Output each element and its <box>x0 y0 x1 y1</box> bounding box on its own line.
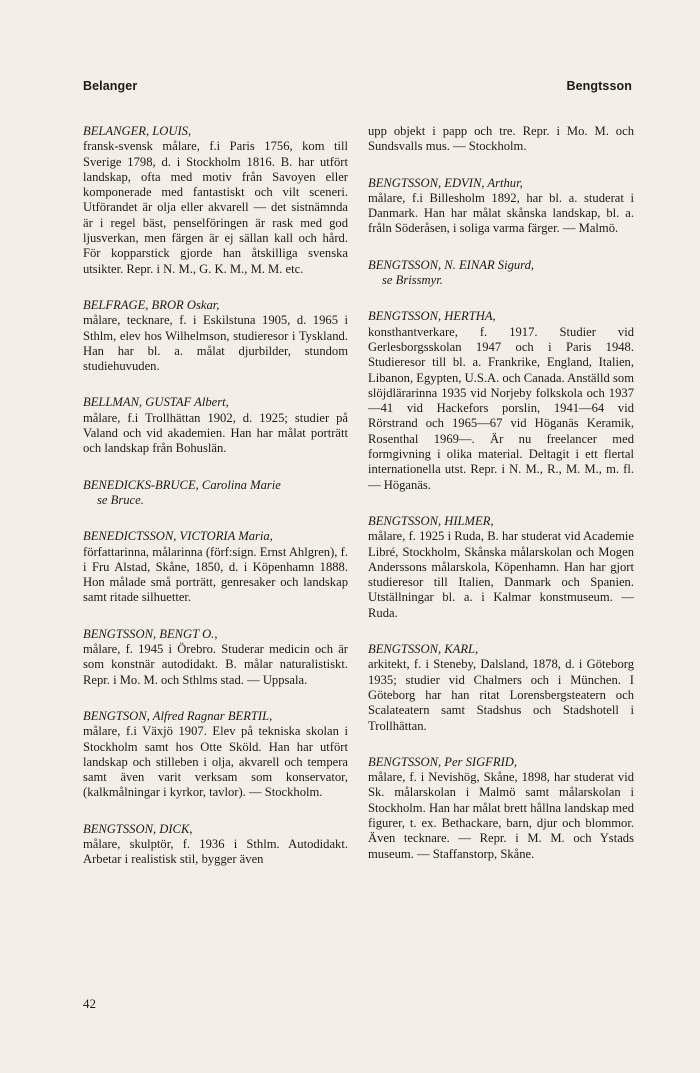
entry-name: BENEDICKS-BRUCE, Carolina Marie <box>83 477 281 492</box>
entry-body: målare, f.i Trollhättan 1902, d. 1925; studier på Valand och vid akademien. Han har målat porträtt och landskap från Bohuslän. <box>83 410 348 456</box>
entry-cross-reference: se Bruce. <box>97 492 144 507</box>
entry-name: BENGTSSON, BENGT O., <box>83 626 218 641</box>
entry-bengtsson-einar <box>368 258 634 289</box>
entry-bengtsson-bengt <box>83 627 348 688</box>
entry-name: BENGTSSON, DICK, <box>83 821 193 836</box>
entry-cross-reference: se Brissmyr. <box>382 273 443 288</box>
entry-name: BENGTSSON, KARL, <box>368 642 479 657</box>
entry-body: målare, f. 1925 i Ruda, B. har studerat vid Academie Libré, Stockholm, Skånska målarskolan och Mogen Anderssons målarskola, Köpenhamn. Han har gjort studieresor till Italien, Danmark och Spanien. Utställningar bl. a. i Kalmar konstmuseum. — Ruda. <box>368 529 634 620</box>
entry-body: målare, skulptör, f. 1936 i Sthlm. Autodidakt. Arbetar i realistisk stil, bygger även <box>83 836 348 867</box>
entry-bengtsson-karl <box>368 642 634 734</box>
left-column <box>83 124 348 889</box>
entry-continuation <box>368 124 634 155</box>
entry-body: konsthantverkare, f. 1917. Studier vid Gerlesborgsskolan 1947 och i Paris 1948. Studieresor till bl. a. Frankrike, England, Italien, Libanon, Egypten, U.S.A. och Canada. Anställd som slöjdlärarinna 1935 vid Norjeby folkskola och 1937—41 vid Hackefors porslin, 1941—64 vid Rörstrand och 1965—67 vid Höganäs Keramik, Rosenthal 1969—. Är nu freelancer med formgivning i olika material. Deltagit i ett flertal internationella utst. Repr. i N. M., R., M. M., m. fl. — Höganäs. <box>368 324 634 492</box>
entry-body: målare, f.i Växjö 1907. Elev på tekniska skolan i Stockholm samt hos Otte Sköld. Han har utfört landskap och stilleben i olja, akvarell och tempera samt även varit verksam som konservator, (kalkmålningar i kyrkor, tavlor). — Stockholm. <box>83 724 348 800</box>
entry-name: BENEDICTSSON, VICTORIA Maria, <box>83 529 273 544</box>
entry-body: författarinna, målarinna (förf:sign. Ernst Ahlgren), f. i Fru Alstad, Skåne, 1850, d. i Köpenhamn 1888. Hon målade små porträtt, genresaker och landskap samt ritade silhuetter. <box>83 544 348 605</box>
entry-name: BELFRAGE, BROR Oskar, <box>83 297 220 312</box>
entry-name: BENGTSSON, EDVIN, Arthur, <box>368 175 523 190</box>
entry-name: BENGTSSON, N. EINAR Sigurd, <box>368 257 535 272</box>
entry-name: BENGTSSON, Per SIGFRID, <box>368 754 518 769</box>
entry-bellman <box>83 395 348 456</box>
running-header-right: Bengtsson <box>566 79 632 93</box>
entry-body: upp objekt i papp och tre. Repr. i Mo. M. och Sundsvalls mus. — Stockholm. <box>368 124 634 154</box>
entry-body: arkitekt, f. i Steneby, Dalsland, 1878, d. i Göteborg 1935; studier vid Chalmers och i München. I Göteborg har han ritat Lorensbergsteatern och Scalateatern samt Stadshus och Stadshotell i Trollhättan. <box>368 657 634 733</box>
entry-bengtsson-sigfrid <box>368 755 634 862</box>
entry-name: BENGTSSON, HILMER, <box>368 513 494 528</box>
entry-bengtsson-hilmer <box>368 514 634 621</box>
entry-body: målare, f. i Nevishög, Skåne, 1898, har studerat vid Sk. målarskolan i Malmö samt målarskolan i Stockholm. Han har målat brett hållna landskap med figurer, t. ex. Bethackare, barn, djur och blommor. Även tecknare. — Repr. i M. M. och Ystads museum. — Staffanstorp, Skåne. <box>368 770 634 861</box>
entry-belanger <box>83 124 348 277</box>
entry-bengtson-bertil <box>83 709 348 801</box>
running-header-left: Belanger <box>83 79 138 93</box>
entry-name: BENGTSSON, HERTHA, <box>368 309 496 324</box>
entry-bengtsson-hertha <box>368 309 634 493</box>
entry-name: BENGTSON, Alfred Ragnar BERTIL, <box>83 708 273 723</box>
entry-bengtsson-edvin <box>368 176 634 237</box>
entry-body: målare, f. 1945 i Örebro. Studerar medicin och är som konstnär autodidakt. B. målar naturalistiskt. Repr. i Mo. M. och Sthlms stad. — Uppsala. <box>83 642 348 687</box>
entry-belfrage <box>83 298 348 374</box>
page-number: 42 <box>83 996 96 1011</box>
entry-body: målare, tecknare, f. i Eskilstuna 1905, d. 1965 i Sthlm, elev hos Wilhelmson, studieresor i Tyskland. Han har bl. a. målat djurbilder, stundom studiehuvuden. <box>83 313 348 374</box>
entry-body: målare, f.i Billesholm 1892, har bl. a. studerat i Danmark. Han har målat skånska landskap, bl. a. fråln Söderåsen, i soliga varma färger. — Malmö. <box>368 190 634 236</box>
entry-bengtsson-dick <box>83 822 348 868</box>
entry-name: BELLMAN, GUSTAF Albert, <box>83 395 229 410</box>
entry-name: BELANGER, LOUIS, <box>83 124 192 138</box>
entry-benedictsson <box>83 529 348 605</box>
entry-body: fransk-svensk målare, f.i Paris 1756, kom till Sverige 1798, d. i Stockholm 1816. B. har utfört landskap, ofta med motiv från Savoyen eller komponerade med fantastiskt och vilt sceneri. Utförandet är olja eller akvarell — det sistnämnda är i regel bäst, penselföringen är rask med god ljusverkan, men färgen är ej sällan kall och hård. För kopparstick gjorde han åtskilliga svenska utsikter. Repr. i N. M., G. K. M., M. M. etc. <box>83 139 348 276</box>
entry-benedicks-bruce <box>83 478 348 509</box>
right-column <box>368 124 634 883</box>
